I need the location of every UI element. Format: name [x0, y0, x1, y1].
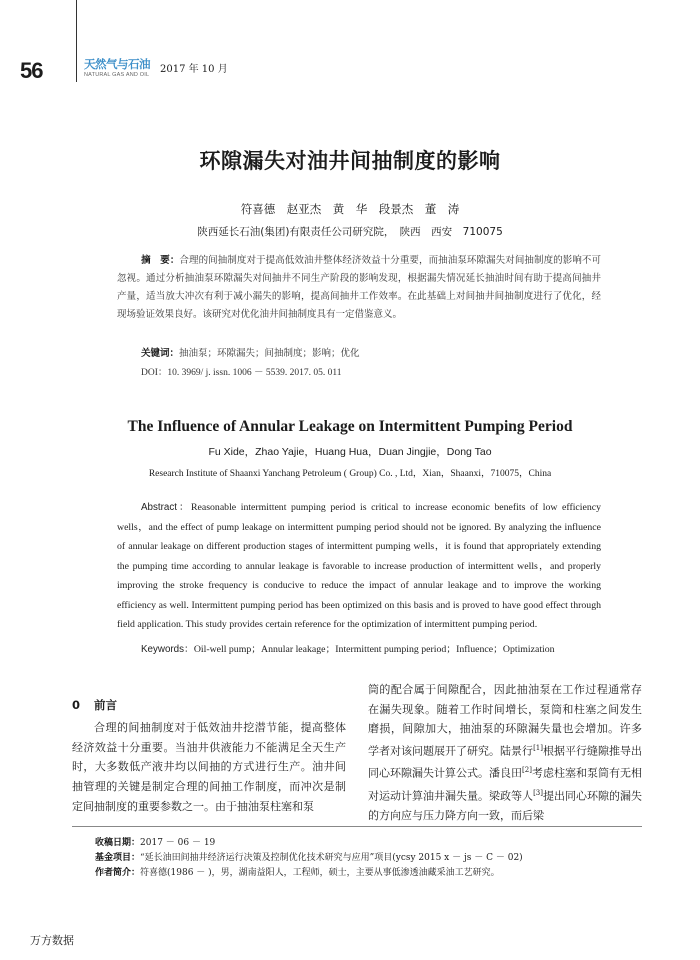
issue-date: 2017 年 10 月: [160, 64, 228, 75]
footnote-fund: [95, 851, 655, 866]
citation-3[interactable]: [3]: [533, 788, 543, 797]
footnote-author: [95, 866, 655, 881]
keywords-zh: [117, 345, 601, 363]
body-column-left: 合理的间抽制度对于低效油井挖潜节能，提高整体经济效益十分重要。当油井供液能力不能满足全天生产时，大多数低产液井均以间抽的方式进行生产。油井间抽管理的关键是制定合理的间抽工作制度，而冲次是制定间抽制度的重要参数之一。由于抽油泵柱塞和泵: [72, 721, 346, 813]
authors-zh: 符喜德 赵亚杰 黄 华 段景杰 董 涛: [240, 202, 460, 216]
paper-title-en: The Influence of Annular Leakage on Intermittent Pumping Period: [127, 418, 573, 435]
body-column-right: [368, 680, 642, 826]
keywords-en: [141, 640, 601, 660]
abstract-en-text: Reasonable intermittent pumping period is critical to increase economic benefits of low efficiency wells，and the effect of pump leakage on intermittent pumping period should not be ignored. By analyzing the influence of annular leakage on different production stages of intermittent pumping wells，it is found that appropriately extending the pumping time according to annular leakage is favorable to increase production of intermittent wells，and properly improving the stroke frequency is conducive to reduce the impact of annular leakage and to improve the working efficiency as well. Intermittent pumping period has been optimized on this basis and is proved to have good effect through field application. This study provides certain reference for the optimization of intermittent pumping period.: [117, 502, 601, 630]
author-bio: 符喜德(1986 － )，男，湖南益阳人，工程师，硕士，主要从事低渗透油藏采油工艺研究。: [140, 868, 500, 878]
keywords-en-text: Oil-well pump；Annular leakage；Intermittent pumping period；Influence；Optimization: [193, 644, 555, 655]
affiliation-en: Research Institute of Shaanxi Yanchang Petroleum ( Group) Co. , Ltd，Xian，Shaanxi，710075，China: [148, 469, 552, 479]
doi: DOI：10. 3969/ j. issn. 1006 － 5539. 2017. 05. 011: [141, 368, 342, 378]
section-heading: [72, 697, 131, 713]
journal-logo-en: NATURAL GAS AND OIL: [84, 72, 150, 78]
watermark: 万方数据: [30, 934, 74, 947]
header-divider: [76, 0, 77, 82]
abstract-en-label: Abstract：: [141, 502, 191, 513]
footnote-divider: [72, 826, 642, 827]
page-number: 56: [20, 58, 43, 83]
body-right-text-3: 考虑柱塞和泵筒有无相对运动计算油井漏失量。梁政等人: [368, 767, 643, 803]
section-title: 前言: [94, 698, 118, 712]
paper-title-zh: 环隙漏失对油井间抽制度的影响: [199, 148, 501, 173]
affiliation-zh: 陕西延长石油(集团)有限责任公司研究院， 陕西 西安 710075: [197, 226, 503, 238]
abstract-en: [117, 498, 601, 635]
abstract-zh-text: 合理的间抽制度对于提高低效油井整体经济效益十分重要，而抽油泵环隙漏失对间抽制度的影响不可忽视。通过分析抽油泵环隙漏失对间抽井不同生产阶段的影响发现，根据漏失情况延长抽油时间有助于提高间抽井产量，适当放大冲次有利于减小漏失的影响，提高间抽井工作效率。在此基础上对间抽井间抽制度进行了优化，经现场验证效果良好。该研究对优化油井间抽制度具有一定借鉴意义。: [117, 255, 601, 320]
author-bio-label: 作者简介：: [95, 868, 141, 878]
abstract-zh-label: 摘 要：: [141, 255, 180, 266]
journal-logo: 天然气与石油: [84, 57, 150, 71]
body-right-text-1: 筒的配合属于间隙配合，因此抽油泵在工作过程通常存在漏失现象。随着工作时间增长，泵筒和柱塞之间发生磨损，间隙加大，抽油泵的环隙漏失量也会增加。许多学者对该问题展开了研究。陆景行: [368, 683, 642, 758]
body-right-text-4: 提出同心环隙的漏失的方向应与压力降方向一致，而后梁: [368, 789, 643, 823]
body-right-text-2: 根据平行缝隙推导出同心环隙漏失计算公式。潘良田: [368, 744, 643, 781]
received-date: 2017 － 06 － 19: [140, 838, 216, 848]
keywords-zh-text: 抽油泵；环隙漏失；间抽制度；影响；优化: [179, 348, 360, 359]
keywords-en-label: Keywords：: [141, 644, 194, 655]
abstract-zh: [117, 252, 601, 324]
fund-label: 基金项目：: [95, 853, 141, 863]
authors-en: Fu Xide，Zhao Yajie，Huang Hua，Duan Jingjie，Dong Tao: [208, 446, 492, 458]
fund-text: “延长油田间抽井经济运行决策及控制优化技术研究与应用”项目(ycsy 2015 x － js － C － 02): [140, 853, 523, 863]
keywords-zh-label: 关键词：: [141, 348, 180, 359]
section-number: 0: [72, 698, 81, 712]
citation-2[interactable]: [2]: [522, 766, 532, 775]
footnote-received: [95, 836, 655, 851]
footnotes: [95, 836, 655, 881]
received-label: 收稿日期：: [95, 838, 141, 848]
citation-1[interactable]: [1]: [533, 744, 543, 753]
